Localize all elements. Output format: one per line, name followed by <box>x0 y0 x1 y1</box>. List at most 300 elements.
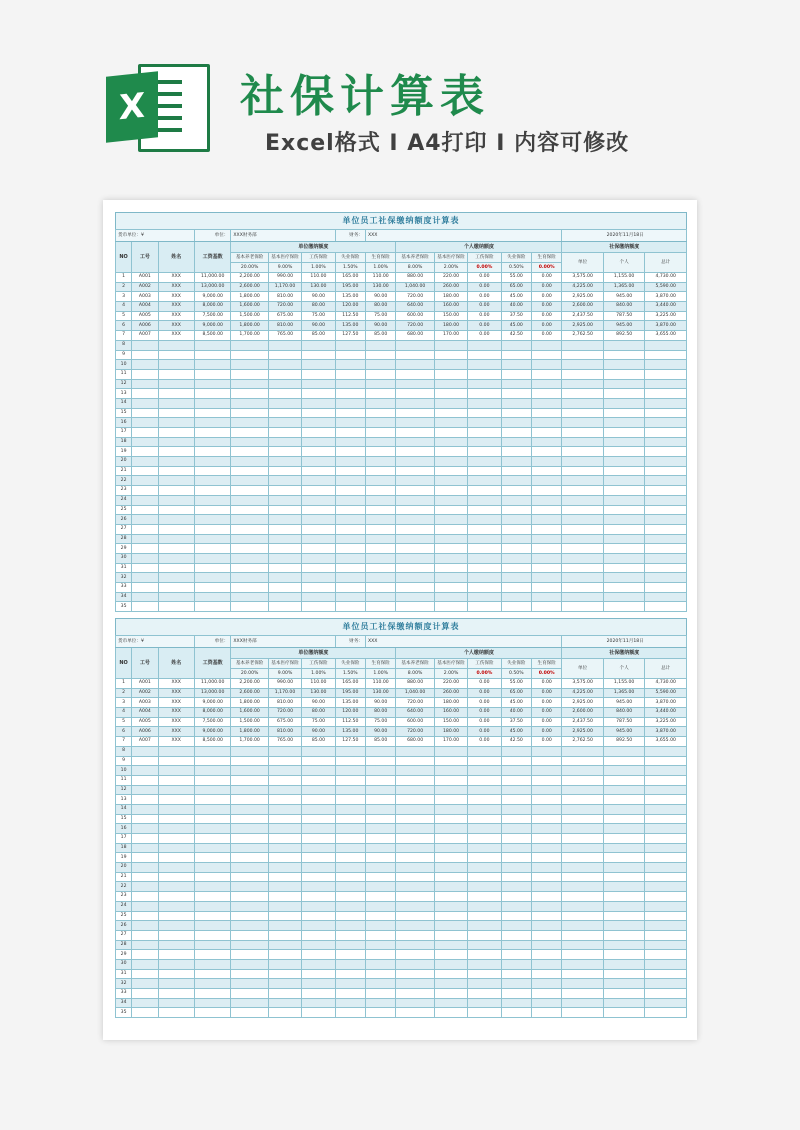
table-cell[interactable]: 75.00 <box>366 311 396 321</box>
table-cell[interactable]: 9,000.00 <box>194 727 230 737</box>
empty-cell[interactable] <box>231 892 268 902</box>
table-cell[interactable]: 4,730.00 <box>645 679 687 689</box>
empty-cell[interactable] <box>231 583 268 593</box>
empty-cell[interactable] <box>302 573 335 583</box>
empty-cell[interactable] <box>468 814 501 824</box>
empty-cell[interactable] <box>335 573 365 583</box>
table-cell[interactable]: 945.00 <box>603 292 644 302</box>
empty-cell[interactable] <box>562 853 603 863</box>
empty-cell[interactable] <box>158 775 194 785</box>
empty-cell[interactable] <box>603 1008 644 1018</box>
empty-cell[interactable] <box>335 756 365 766</box>
empty-cell[interactable] <box>194 524 230 534</box>
empty-cell[interactable] <box>468 911 501 921</box>
empty-cell[interactable] <box>194 930 230 940</box>
empty-cell[interactable] <box>194 583 230 593</box>
empty-cell[interactable] <box>366 428 396 438</box>
empty-cell[interactable] <box>132 602 158 612</box>
empty-cell[interactable] <box>468 989 501 999</box>
empty-cell[interactable] <box>231 979 268 989</box>
empty-cell[interactable] <box>132 447 158 457</box>
empty-cell[interactable] <box>268 824 301 834</box>
row-number-cell[interactable]: 14 <box>116 398 132 408</box>
empty-cell[interactable] <box>366 602 396 612</box>
empty-cell[interactable] <box>603 447 644 457</box>
empty-cell[interactable] <box>468 804 501 814</box>
empty-cell[interactable] <box>158 863 194 873</box>
empty-cell[interactable] <box>194 495 230 505</box>
empty-cell[interactable] <box>366 775 396 785</box>
empty-cell[interactable] <box>302 553 335 563</box>
empty-cell[interactable] <box>434 853 467 863</box>
empty-cell[interactable] <box>302 398 335 408</box>
empty-cell[interactable] <box>531 515 561 525</box>
empty-cell[interactable] <box>158 911 194 921</box>
row-number-cell[interactable]: 12 <box>116 379 132 389</box>
empty-cell[interactable] <box>302 476 335 486</box>
table-cell[interactable]: 2,600.00 <box>562 708 603 718</box>
empty-cell[interactable] <box>132 495 158 505</box>
empty-cell[interactable] <box>531 746 561 756</box>
table-cell[interactable]: 80.00 <box>366 708 396 718</box>
table-cell[interactable]: 2,437.50 <box>562 717 603 727</box>
empty-cell[interactable] <box>468 437 501 447</box>
empty-cell[interactable] <box>194 989 230 999</box>
empty-cell[interactable] <box>501 437 531 447</box>
table-cell[interactable]: 840.00 <box>603 708 644 718</box>
empty-cell[interactable] <box>562 998 603 1008</box>
empty-cell[interactable] <box>302 544 335 554</box>
table-cell[interactable]: 75.00 <box>302 311 335 321</box>
empty-cell[interactable] <box>335 969 365 979</box>
empty-cell[interactable] <box>501 1008 531 1018</box>
table-cell[interactable]: 765.00 <box>268 331 301 341</box>
empty-cell[interactable] <box>366 592 396 602</box>
empty-cell[interactable] <box>268 998 301 1008</box>
empty-cell[interactable] <box>501 998 531 1008</box>
empty-cell[interactable] <box>645 340 687 350</box>
empty-cell[interactable] <box>531 437 561 447</box>
table-cell[interactable]: 3,225.00 <box>645 311 687 321</box>
row-number-cell[interactable]: 20 <box>116 457 132 467</box>
empty-cell[interactable] <box>562 476 603 486</box>
empty-cell[interactable] <box>501 476 531 486</box>
empty-cell[interactable] <box>396 882 434 892</box>
empty-cell[interactable] <box>158 553 194 563</box>
table-cell[interactable]: 37.50 <box>501 717 531 727</box>
empty-cell[interactable] <box>645 447 687 457</box>
row-number-cell[interactable]: 23 <box>116 892 132 902</box>
empty-cell[interactable] <box>366 495 396 505</box>
table-cell[interactable]: A007 <box>132 737 158 747</box>
empty-cell[interactable] <box>302 998 335 1008</box>
empty-cell[interactable] <box>132 486 158 496</box>
empty-cell[interactable] <box>231 834 268 844</box>
table-cell[interactable]: 810.00 <box>268 727 301 737</box>
empty-cell[interactable] <box>396 495 434 505</box>
empty-cell[interactable] <box>231 524 268 534</box>
empty-cell[interactable] <box>231 515 268 525</box>
empty-cell[interactable] <box>158 418 194 428</box>
empty-cell[interactable] <box>158 766 194 776</box>
empty-cell[interactable] <box>396 408 434 418</box>
empty-cell[interactable] <box>468 940 501 950</box>
table-cell[interactable]: 1,700.00 <box>231 331 268 341</box>
empty-cell[interactable] <box>335 930 365 940</box>
empty-cell[interactable] <box>603 457 644 467</box>
empty-cell[interactable] <box>132 940 158 950</box>
empty-cell[interactable] <box>231 457 268 467</box>
table-cell[interactable]: 75.00 <box>302 717 335 727</box>
empty-cell[interactable] <box>268 979 301 989</box>
empty-cell[interactable] <box>645 804 687 814</box>
empty-cell[interactable] <box>302 892 335 902</box>
empty-cell[interactable] <box>335 775 365 785</box>
row-number-cell[interactable]: 16 <box>116 824 132 834</box>
table-cell[interactable]: 0.00 <box>531 321 561 331</box>
table-cell[interactable]: 945.00 <box>603 321 644 331</box>
empty-cell[interactable] <box>366 872 396 882</box>
empty-cell[interactable] <box>468 843 501 853</box>
empty-cell[interactable] <box>434 592 467 602</box>
empty-cell[interactable] <box>468 563 501 573</box>
empty-cell[interactable] <box>501 882 531 892</box>
empty-cell[interactable] <box>158 524 194 534</box>
empty-cell[interactable] <box>501 775 531 785</box>
empty-cell[interactable] <box>158 515 194 525</box>
empty-cell[interactable] <box>132 418 158 428</box>
empty-cell[interactable] <box>603 746 644 756</box>
table-cell[interactable]: 1,170.00 <box>268 282 301 292</box>
empty-cell[interactable] <box>132 795 158 805</box>
empty-cell[interactable] <box>366 921 396 931</box>
empty-cell[interactable] <box>366 437 396 447</box>
empty-cell[interactable] <box>194 775 230 785</box>
table-cell[interactable]: 0.00 <box>531 679 561 689</box>
empty-cell[interactable] <box>268 476 301 486</box>
empty-cell[interactable] <box>603 592 644 602</box>
table-cell[interactable]: 0.00 <box>468 311 501 321</box>
table-cell[interactable]: A007 <box>132 331 158 341</box>
table-cell[interactable]: A005 <box>132 717 158 727</box>
empty-cell[interactable] <box>396 901 434 911</box>
empty-cell[interactable] <box>302 959 335 969</box>
table-cell[interactable]: 2,600.00 <box>562 302 603 312</box>
empty-cell[interactable] <box>158 350 194 360</box>
empty-cell[interactable] <box>302 563 335 573</box>
empty-cell[interactable] <box>468 746 501 756</box>
empty-cell[interactable] <box>562 804 603 814</box>
empty-cell[interactable] <box>645 369 687 379</box>
empty-cell[interactable] <box>645 360 687 370</box>
table-cell[interactable]: 7 <box>116 331 132 341</box>
empty-cell[interactable] <box>501 969 531 979</box>
empty-cell[interactable] <box>231 969 268 979</box>
empty-cell[interactable] <box>645 843 687 853</box>
table-cell[interactable]: 8,000.00 <box>194 302 230 312</box>
empty-cell[interactable] <box>434 921 467 931</box>
row-number-cell[interactable]: 27 <box>116 930 132 940</box>
table-cell[interactable]: 0.00 <box>468 727 501 737</box>
table-cell[interactable]: 110.00 <box>302 273 335 283</box>
empty-cell[interactable] <box>645 814 687 824</box>
empty-cell[interactable] <box>562 843 603 853</box>
empty-cell[interactable] <box>132 843 158 853</box>
table-cell[interactable]: 0.00 <box>468 737 501 747</box>
empty-cell[interactable] <box>396 544 434 554</box>
empty-cell[interactable] <box>396 398 434 408</box>
empty-cell[interactable] <box>302 930 335 940</box>
table-cell[interactable]: 110.00 <box>366 273 396 283</box>
row-number-cell[interactable]: 9 <box>116 350 132 360</box>
empty-cell[interactable] <box>231 369 268 379</box>
table-cell[interactable]: 1,040.00 <box>396 282 434 292</box>
empty-cell[interactable] <box>501 911 531 921</box>
empty-cell[interactable] <box>366 553 396 563</box>
empty-cell[interactable] <box>501 766 531 776</box>
empty-cell[interactable] <box>531 534 561 544</box>
empty-cell[interactable] <box>158 360 194 370</box>
table-cell[interactable]: 6 <box>116 727 132 737</box>
empty-cell[interactable] <box>268 989 301 999</box>
empty-cell[interactable] <box>158 814 194 824</box>
table-cell[interactable]: 3,870.00 <box>645 292 687 302</box>
empty-cell[interactable] <box>562 457 603 467</box>
empty-cell[interactable] <box>194 553 230 563</box>
table-cell[interactable]: 5 <box>116 717 132 727</box>
empty-cell[interactable] <box>194 466 230 476</box>
empty-cell[interactable] <box>268 766 301 776</box>
empty-cell[interactable] <box>231 360 268 370</box>
table-cell[interactable]: 130.00 <box>302 282 335 292</box>
empty-cell[interactable] <box>603 901 644 911</box>
empty-cell[interactable] <box>132 746 158 756</box>
empty-cell[interactable] <box>302 950 335 960</box>
empty-cell[interactable] <box>562 950 603 960</box>
table-cell[interactable]: 765.00 <box>268 737 301 747</box>
table-cell[interactable]: 90.00 <box>366 292 396 302</box>
empty-cell[interactable] <box>302 766 335 776</box>
empty-cell[interactable] <box>335 428 365 438</box>
table-cell[interactable]: 675.00 <box>268 311 301 321</box>
table-cell[interactable]: 810.00 <box>268 292 301 302</box>
empty-cell[interactable] <box>434 573 467 583</box>
row-number-cell[interactable]: 12 <box>116 785 132 795</box>
table-cell[interactable]: 2,925.00 <box>562 727 603 737</box>
empty-cell[interactable] <box>434 515 467 525</box>
empty-cell[interactable] <box>645 534 687 544</box>
empty-cell[interactable] <box>396 350 434 360</box>
row-number-cell[interactable]: 8 <box>116 340 132 350</box>
empty-cell[interactable] <box>396 746 434 756</box>
empty-cell[interactable] <box>434 408 467 418</box>
empty-cell[interactable] <box>396 824 434 834</box>
empty-cell[interactable] <box>268 360 301 370</box>
empty-cell[interactable] <box>366 369 396 379</box>
table-cell[interactable]: 840.00 <box>603 302 644 312</box>
empty-cell[interactable] <box>603 369 644 379</box>
empty-cell[interactable] <box>302 515 335 525</box>
empty-cell[interactable] <box>366 756 396 766</box>
empty-cell[interactable] <box>366 824 396 834</box>
empty-cell[interactable] <box>132 950 158 960</box>
row-number-cell[interactable]: 10 <box>116 766 132 776</box>
empty-cell[interactable] <box>603 476 644 486</box>
table-cell[interactable]: 1,365.00 <box>603 282 644 292</box>
row-number-cell[interactable]: 24 <box>116 901 132 911</box>
table-cell[interactable]: 135.00 <box>335 727 365 737</box>
empty-cell[interactable] <box>231 398 268 408</box>
empty-cell[interactable] <box>194 882 230 892</box>
table-cell[interactable]: A001 <box>132 679 158 689</box>
table-cell[interactable]: XXX <box>158 331 194 341</box>
empty-cell[interactable] <box>158 534 194 544</box>
empty-cell[interactable] <box>468 930 501 940</box>
empty-cell[interactable] <box>132 379 158 389</box>
empty-cell[interactable] <box>335 350 365 360</box>
empty-cell[interactable] <box>132 515 158 525</box>
table-cell[interactable]: 150.00 <box>434 717 467 727</box>
table-cell[interactable]: 130.00 <box>302 688 335 698</box>
empty-cell[interactable] <box>531 950 561 960</box>
empty-cell[interactable] <box>158 824 194 834</box>
empty-cell[interactable] <box>603 882 644 892</box>
table-cell[interactable]: 2,925.00 <box>562 321 603 331</box>
empty-cell[interactable] <box>158 882 194 892</box>
empty-cell[interactable] <box>231 882 268 892</box>
empty-cell[interactable] <box>603 872 644 882</box>
empty-cell[interactable] <box>396 940 434 950</box>
empty-cell[interactable] <box>434 369 467 379</box>
empty-cell[interactable] <box>268 892 301 902</box>
empty-cell[interactable] <box>562 602 603 612</box>
empty-cell[interactable] <box>434 882 467 892</box>
empty-cell[interactable] <box>366 959 396 969</box>
empty-cell[interactable] <box>603 583 644 593</box>
empty-cell[interactable] <box>335 1008 365 1018</box>
table-cell[interactable]: 160.00 <box>434 302 467 312</box>
empty-cell[interactable] <box>396 756 434 766</box>
empty-cell[interactable] <box>366 573 396 583</box>
empty-cell[interactable] <box>645 775 687 785</box>
table-cell[interactable]: 3,225.00 <box>645 717 687 727</box>
empty-cell[interactable] <box>366 969 396 979</box>
table-cell[interactable]: 170.00 <box>434 737 467 747</box>
row-number-cell[interactable]: 26 <box>116 515 132 525</box>
empty-cell[interactable] <box>335 843 365 853</box>
empty-cell[interactable] <box>468 602 501 612</box>
empty-cell[interactable] <box>645 863 687 873</box>
empty-cell[interactable] <box>434 418 467 428</box>
row-number-cell[interactable]: 35 <box>116 602 132 612</box>
table-cell[interactable]: 2,600.00 <box>231 282 268 292</box>
empty-cell[interactable] <box>396 418 434 428</box>
empty-cell[interactable] <box>335 950 365 960</box>
table-cell[interactable]: 3,575.00 <box>562 679 603 689</box>
empty-cell[interactable] <box>231 804 268 814</box>
empty-cell[interactable] <box>396 979 434 989</box>
empty-cell[interactable] <box>194 515 230 525</box>
empty-cell[interactable] <box>302 583 335 593</box>
empty-cell[interactable] <box>302 447 335 457</box>
empty-cell[interactable] <box>603 863 644 873</box>
empty-cell[interactable] <box>645 602 687 612</box>
empty-cell[interactable] <box>231 998 268 1008</box>
empty-cell[interactable] <box>231 389 268 399</box>
empty-cell[interactable] <box>132 930 158 940</box>
row-number-cell[interactable]: 13 <box>116 389 132 399</box>
empty-cell[interactable] <box>501 583 531 593</box>
empty-cell[interactable] <box>501 544 531 554</box>
empty-cell[interactable] <box>434 872 467 882</box>
empty-cell[interactable] <box>468 756 501 766</box>
empty-cell[interactable] <box>302 592 335 602</box>
empty-cell[interactable] <box>268 853 301 863</box>
empty-cell[interactable] <box>231 940 268 950</box>
empty-cell[interactable] <box>468 398 501 408</box>
empty-cell[interactable] <box>132 563 158 573</box>
row-number-cell[interactable]: 9 <box>116 756 132 766</box>
empty-cell[interactable] <box>501 785 531 795</box>
empty-cell[interactable] <box>396 834 434 844</box>
empty-cell[interactable] <box>396 592 434 602</box>
empty-cell[interactable] <box>302 863 335 873</box>
empty-cell[interactable] <box>335 863 365 873</box>
empty-cell[interactable] <box>531 775 561 785</box>
empty-cell[interactable] <box>194 602 230 612</box>
table-cell[interactable]: XXX <box>158 737 194 747</box>
empty-cell[interactable] <box>302 804 335 814</box>
empty-cell[interactable] <box>231 901 268 911</box>
table-cell[interactable]: 4,730.00 <box>645 273 687 283</box>
empty-cell[interactable] <box>158 408 194 418</box>
table-cell[interactable]: 7,500.00 <box>194 311 230 321</box>
empty-cell[interactable] <box>434 495 467 505</box>
empty-cell[interactable] <box>231 795 268 805</box>
empty-cell[interactable] <box>468 834 501 844</box>
empty-cell[interactable] <box>531 911 561 921</box>
empty-cell[interactable] <box>603 814 644 824</box>
empty-cell[interactable] <box>335 495 365 505</box>
empty-cell[interactable] <box>158 998 194 1008</box>
table-cell[interactable]: 4,225.00 <box>562 688 603 698</box>
empty-cell[interactable] <box>434 428 467 438</box>
empty-cell[interactable] <box>468 979 501 989</box>
empty-cell[interactable] <box>194 447 230 457</box>
empty-cell[interactable] <box>562 428 603 438</box>
table-cell[interactable]: 127.50 <box>335 737 365 747</box>
table-cell[interactable]: XXX <box>158 302 194 312</box>
empty-cell[interactable] <box>645 795 687 805</box>
empty-cell[interactable] <box>468 766 501 776</box>
empty-cell[interactable] <box>434 824 467 834</box>
empty-cell[interactable] <box>562 911 603 921</box>
empty-cell[interactable] <box>132 544 158 554</box>
empty-cell[interactable] <box>194 486 230 496</box>
empty-cell[interactable] <box>158 447 194 457</box>
empty-cell[interactable] <box>562 447 603 457</box>
row-number-cell[interactable]: 28 <box>116 940 132 950</box>
table-cell[interactable]: 11,000.00 <box>194 273 230 283</box>
table-cell[interactable]: 6 <box>116 321 132 331</box>
table-cell[interactable]: 3,440.00 <box>645 302 687 312</box>
empty-cell[interactable] <box>268 447 301 457</box>
empty-cell[interactable] <box>194 534 230 544</box>
empty-cell[interactable] <box>335 853 365 863</box>
empty-cell[interactable] <box>366 486 396 496</box>
empty-cell[interactable] <box>302 360 335 370</box>
empty-cell[interactable] <box>562 785 603 795</box>
